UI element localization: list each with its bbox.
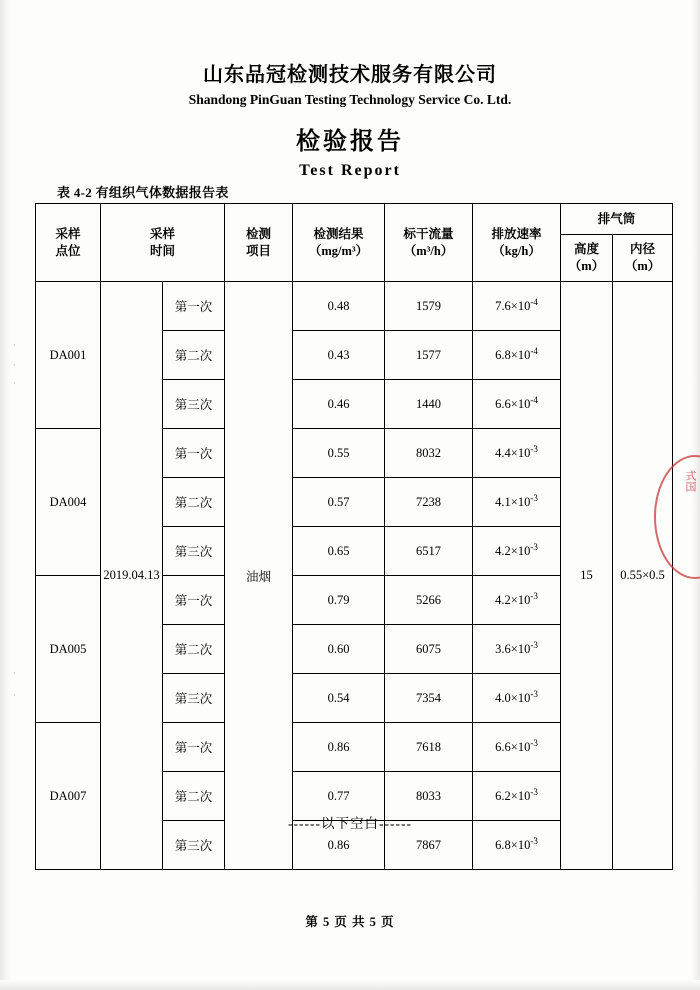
cell-result: 0.86 <box>293 821 385 870</box>
header-sampling-time: 采样 时间 <box>101 204 225 282</box>
cell-rate-exponent: -3 <box>530 836 538 847</box>
cell-flow: 7354 <box>385 674 473 723</box>
header-test-item: 检测 项目 <box>225 204 293 282</box>
report-title-en: Test Report <box>299 162 401 179</box>
cell-rate <box>473 429 561 478</box>
header-standard-flow: 标干流量 （m³/h） <box>385 204 473 282</box>
cell-rate-base: 4.2×10 <box>495 544 531 559</box>
table-body <box>36 282 673 870</box>
table-caption: 表 4-2 有组织气体数据报告表 <box>57 185 229 200</box>
cell-sampling-point: DA005 <box>36 576 101 723</box>
margin-mark: · <box>13 668 16 678</box>
cell-rate <box>473 625 561 674</box>
cell-flow: 1440 <box>385 380 473 429</box>
margin-mark: · <box>13 378 16 388</box>
cell-rate-base: 6.8×10 <box>495 348 531 363</box>
cell-sequence: 第三次 <box>163 380 225 429</box>
red-seal-stamp: 式国 <box>684 470 696 492</box>
cell-result: 0.54 <box>293 674 385 723</box>
cell-rate-base: 7.6×10 <box>495 299 531 314</box>
margin-mark: · <box>13 360 16 370</box>
header-test-result: 检测结果 （mg/m³） <box>293 204 385 282</box>
cell-stack-diameter: 0.55×0.5 <box>613 282 673 870</box>
cell-sequence: 第一次 <box>163 429 225 478</box>
cell-sequence: 第三次 <box>163 821 225 870</box>
cell-sequence: 第二次 <box>163 772 225 821</box>
cell-rate <box>473 478 561 527</box>
cell-flow: 7238 <box>385 478 473 527</box>
cell-flow: 7867 <box>385 821 473 870</box>
cell-result: 0.86 <box>293 723 385 772</box>
cell-sequence: 第二次 <box>163 331 225 380</box>
cell-sampling-date: 2019.04.13 <box>101 282 163 870</box>
cell-sequence: 第一次 <box>163 723 225 772</box>
cell-rate-exponent: -3 <box>530 738 538 749</box>
cell-result: 0.43 <box>293 331 385 380</box>
cell-flow: 6075 <box>385 625 473 674</box>
margin-mark: · <box>13 690 16 700</box>
cell-rate-base: 4.4×10 <box>495 446 531 461</box>
cell-sequence: 第三次 <box>163 674 225 723</box>
cell-flow: 8033 <box>385 772 473 821</box>
cell-rate-exponent: -3 <box>530 787 538 798</box>
company-name-en: Shandong PinGuan Testing Technology Service Co. Ltd. <box>188 92 512 107</box>
cell-rate-base: 4.0×10 <box>495 691 531 706</box>
cell-flow: 8032 <box>385 429 473 478</box>
blank-below-note: ------以下空白------ <box>288 816 412 831</box>
cell-test-item: 油烟 <box>225 282 293 870</box>
cell-sequence: 第二次 <box>163 625 225 674</box>
cell-rate-exponent: -3 <box>530 493 538 504</box>
margin-mark: · <box>13 340 16 350</box>
cell-stack-height: 15 <box>561 282 613 870</box>
cell-rate-base: 6.8×10 <box>495 838 531 853</box>
cell-flow: 1577 <box>385 331 473 380</box>
cell-sampling-point: DA004 <box>36 429 101 576</box>
header-exhaust-stack: 排气筒 <box>561 204 673 235</box>
cell-result: 0.65 <box>293 527 385 576</box>
cell-result: 0.77 <box>293 772 385 821</box>
cell-sequence: 第三次 <box>163 527 225 576</box>
cell-rate <box>473 674 561 723</box>
cell-result: 0.55 <box>293 429 385 478</box>
cell-rate <box>473 282 561 331</box>
cell-result: 0.60 <box>293 625 385 674</box>
cell-sequence: 第一次 <box>163 576 225 625</box>
cell-rate-exponent: -3 <box>530 444 538 455</box>
cell-sampling-point: DA001 <box>36 282 101 429</box>
cell-result: 0.57 <box>293 478 385 527</box>
cell-rate <box>473 527 561 576</box>
gas-data-table <box>35 203 673 870</box>
header-emission-rate: 排放速率 （kg/h） <box>473 204 561 282</box>
cell-flow: 1579 <box>385 282 473 331</box>
cell-rate <box>473 380 561 429</box>
cell-sequence: 第一次 <box>163 282 225 331</box>
cell-rate-exponent: -3 <box>530 542 538 553</box>
company-name-cn: 山东品冠检测技术服务有限公司 <box>203 64 497 86</box>
cell-sampling-point: DA007 <box>36 723 101 870</box>
header-stack-height: 高度 （m） <box>561 235 613 282</box>
cell-rate-base: 4.1×10 <box>495 495 531 510</box>
table-row <box>36 282 673 331</box>
table-header <box>36 204 673 282</box>
cell-rate-exponent: -4 <box>530 346 538 357</box>
cell-rate-base: 6.2×10 <box>495 789 531 804</box>
cell-rate-base: 6.6×10 <box>495 740 531 755</box>
page-footer: 第 5 页 共 5 页 <box>305 915 395 929</box>
cell-rate-exponent: -4 <box>530 395 538 406</box>
scan-edge-bottom <box>0 980 700 990</box>
cell-flow: 6517 <box>385 527 473 576</box>
cell-rate-base: 3.6×10 <box>495 642 531 657</box>
header-sampling-point: 采样 点位 <box>36 204 101 282</box>
cell-rate-exponent: -3 <box>530 689 538 700</box>
report-title-cn: 检验报告 <box>296 129 404 155</box>
cell-rate <box>473 576 561 625</box>
cell-rate-exponent: -4 <box>530 297 538 308</box>
cell-result: 0.46 <box>293 380 385 429</box>
cell-sequence: 第二次 <box>163 478 225 527</box>
cell-rate-base: 4.2×10 <box>495 593 531 608</box>
cell-rate <box>473 723 561 772</box>
cell-flow: 7618 <box>385 723 473 772</box>
cell-rate-exponent: -3 <box>530 640 538 651</box>
cell-flow: 5266 <box>385 576 473 625</box>
cell-rate-base: 6.6×10 <box>495 397 531 412</box>
document-header <box>0 62 700 182</box>
header-stack-diameter: 内径 （m） <box>613 235 673 282</box>
cell-rate <box>473 331 561 380</box>
cell-result: 0.79 <box>293 576 385 625</box>
cell-rate-exponent: -3 <box>530 591 538 602</box>
cell-result: 0.48 <box>293 282 385 331</box>
